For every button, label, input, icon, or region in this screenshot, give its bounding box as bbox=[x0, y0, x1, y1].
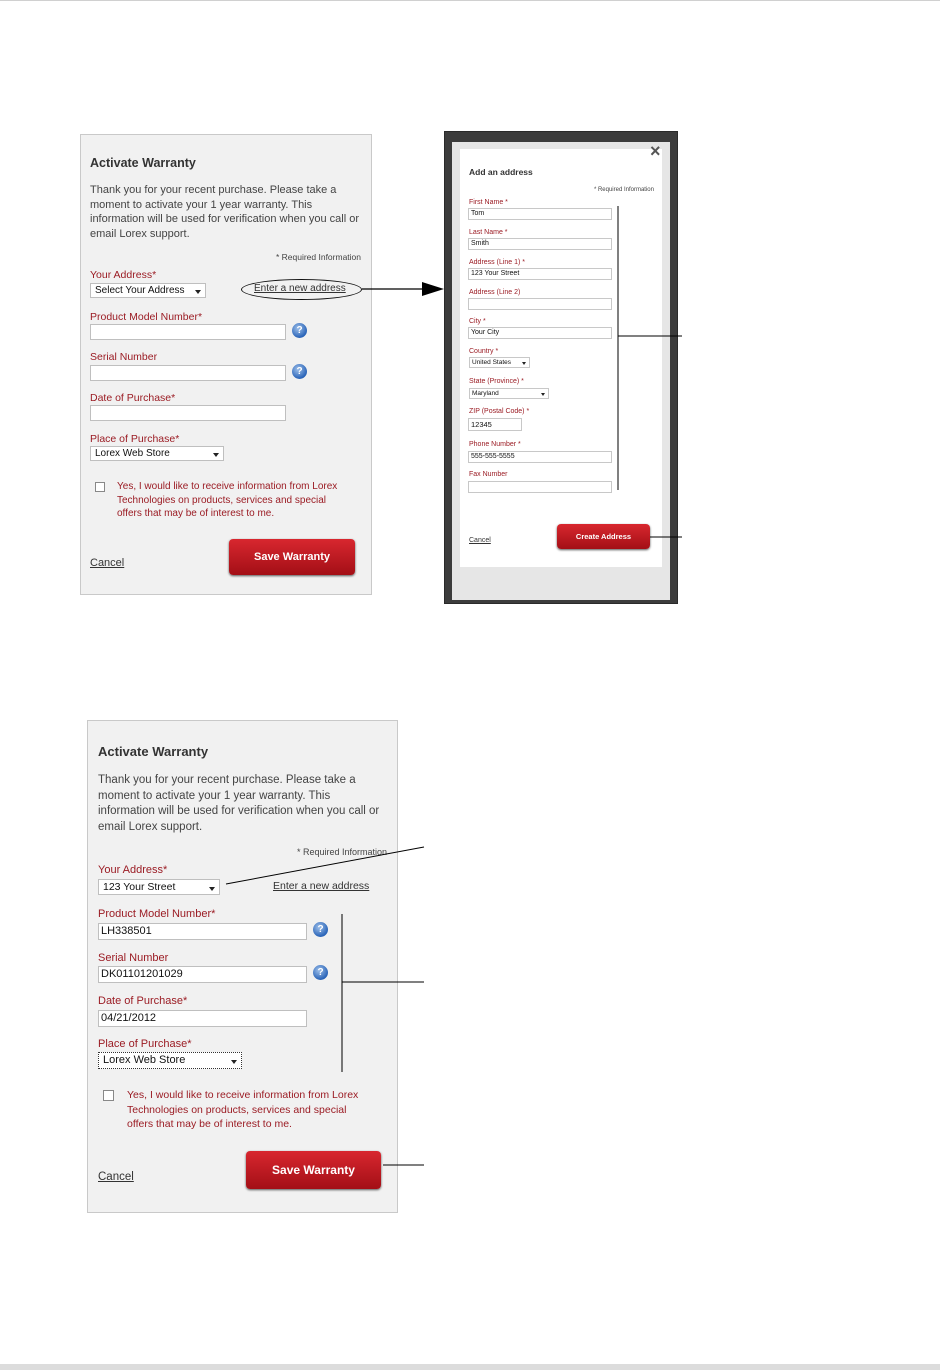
enter-new-address-link[interactable]: Enter a new address bbox=[254, 283, 346, 294]
dialog-title: Add an address bbox=[469, 167, 533, 177]
address-select-value: 123 Your Street bbox=[103, 881, 176, 893]
address-label: Your Address* bbox=[90, 269, 157, 281]
callout-lines-dialog bbox=[610, 200, 690, 550]
date-of-purchase-input[interactable]: 04/21/2012 bbox=[98, 1010, 307, 1027]
address-label: Your Address* bbox=[98, 864, 168, 876]
country-select-value: United States bbox=[472, 359, 512, 366]
date-label: Date of Purchase* bbox=[90, 392, 176, 404]
state-select-value: Maryland bbox=[472, 390, 499, 397]
optin-checkbox[interactable] bbox=[95, 482, 105, 492]
chevron-down-icon bbox=[213, 453, 219, 457]
panel-title: Activate Warranty bbox=[98, 744, 209, 759]
serial-number-input[interactable]: DK01101201029 bbox=[98, 966, 307, 983]
first-name-label: First Name * bbox=[469, 199, 508, 206]
serial-number-input[interactable] bbox=[90, 365, 286, 381]
city-input[interactable]: Your City bbox=[468, 327, 612, 339]
state-select[interactable] bbox=[469, 388, 549, 399]
state-label: State (Province) * bbox=[469, 378, 524, 385]
zip-label: ZIP (Postal Code) * bbox=[469, 408, 530, 415]
address-select[interactable] bbox=[98, 879, 220, 895]
required-note: * Required Information bbox=[275, 252, 361, 262]
help-icon[interactable]: ? bbox=[292, 364, 307, 379]
model-label: Product Model Number* bbox=[98, 908, 216, 920]
save-warranty-button[interactable]: Save Warranty bbox=[229, 539, 355, 575]
last-name-label: Last Name * bbox=[469, 229, 508, 236]
place-select-value: Lorex Web Store bbox=[95, 448, 170, 459]
create-address-button[interactable]: Create Address bbox=[557, 524, 650, 549]
save-warranty-button[interactable]: Save Warranty bbox=[246, 1151, 381, 1189]
dialog-required-note: * Required Information bbox=[593, 187, 654, 193]
top-rule bbox=[0, 0, 940, 1]
optin-text: Yes, I would like to receive information from Lorex Technologies on products, services and special offers that may be of interest to me. bbox=[127, 1089, 359, 1130]
address-line2-label: Address (Line 2) bbox=[469, 289, 521, 296]
help-icon[interactable]: ? bbox=[313, 965, 328, 980]
callout-lines-bottom bbox=[220, 840, 430, 1180]
country-select[interactable] bbox=[469, 357, 530, 368]
chevron-down-icon bbox=[209, 887, 215, 891]
model-number-input[interactable] bbox=[90, 324, 286, 340]
address-select[interactable] bbox=[90, 283, 206, 298]
address-line1-input[interactable]: 123 Your Street bbox=[468, 268, 612, 280]
intro-text: Thank you for your recent purchase. Please take a moment to activate your 1 year warranty. This information will be used for verification when you call or email Lorex support. bbox=[98, 774, 380, 833]
required-note: * Required Information bbox=[296, 847, 387, 857]
phone-input[interactable]: 555-555-5555 bbox=[468, 451, 612, 463]
place-of-purchase-select[interactable] bbox=[90, 446, 224, 461]
date-of-purchase-input[interactable] bbox=[90, 405, 286, 421]
last-name-input[interactable]: Smith bbox=[468, 238, 612, 250]
model-number-input[interactable]: LH338501 bbox=[98, 923, 307, 940]
zip-input[interactable]: 12345 bbox=[468, 418, 522, 431]
cancel-link[interactable]: Cancel bbox=[98, 1171, 134, 1183]
chevron-down-icon bbox=[541, 393, 545, 396]
fax-input[interactable] bbox=[468, 481, 612, 493]
pointer-arrow bbox=[360, 279, 446, 299]
chevron-down-icon bbox=[195, 290, 201, 294]
phone-label: Phone Number * bbox=[469, 441, 521, 448]
address-line1-label: Address (Line 1) * bbox=[469, 259, 526, 266]
serial-label: Serial Number bbox=[90, 351, 158, 363]
model-label: Product Model Number* bbox=[90, 311, 203, 323]
close-icon[interactable]: × bbox=[650, 141, 661, 161]
dialog-cancel-link[interactable]: Cancel bbox=[469, 537, 491, 544]
address-select-value: Select Your Address bbox=[95, 285, 185, 296]
serial-label: Serial Number bbox=[98, 952, 169, 964]
chevron-down-icon bbox=[522, 362, 526, 365]
intro-text: Thank you for your recent purchase. Please take a moment to activate your 1 year warranty. This information will be used for verification when you call or email Lorex support. bbox=[90, 184, 360, 240]
place-label: Place of Purchase* bbox=[98, 1038, 192, 1050]
panel-title: Activate Warranty bbox=[90, 156, 196, 170]
help-icon[interactable]: ? bbox=[292, 323, 307, 338]
city-label: City * bbox=[469, 318, 486, 325]
first-name-input[interactable]: Tom bbox=[468, 208, 612, 220]
cancel-link[interactable]: Cancel bbox=[90, 557, 125, 569]
fax-label: Fax Number bbox=[469, 471, 508, 478]
country-label: Country * bbox=[469, 348, 499, 355]
place-label: Place of Purchase* bbox=[90, 433, 180, 445]
help-icon[interactable]: ? bbox=[313, 922, 328, 937]
date-label: Date of Purchase* bbox=[98, 995, 188, 1007]
bottom-rule bbox=[0, 1364, 940, 1370]
optin-checkbox[interactable] bbox=[103, 1090, 114, 1101]
address-line2-input[interactable] bbox=[468, 298, 612, 310]
enter-new-address-link[interactable]: Enter a new address bbox=[273, 880, 370, 892]
place-select-value: Lorex Web Store bbox=[103, 1054, 186, 1066]
optin-text: Yes, I would like to receive information from Lorex Technologies on products, services and special offers that may be of interest to me. bbox=[117, 481, 338, 519]
